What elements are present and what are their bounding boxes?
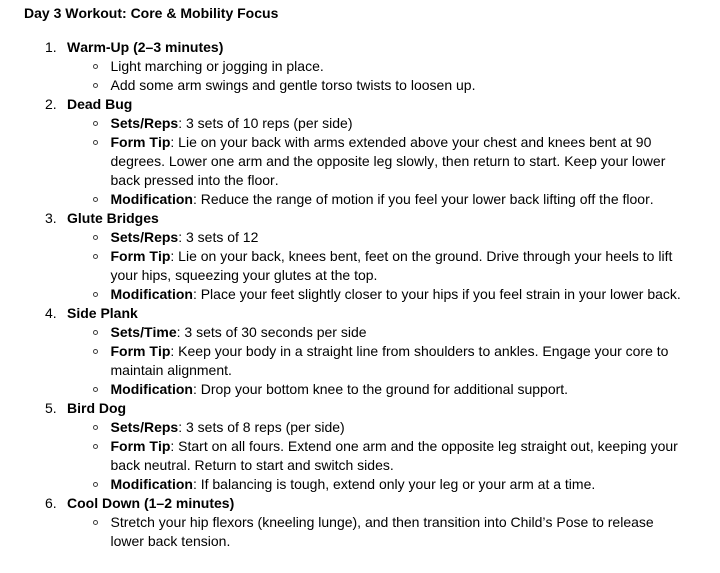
bullet-label: Sets/Reps xyxy=(110,229,179,245)
bullet-text xyxy=(111,190,684,209)
bullet-text xyxy=(111,418,684,437)
circle-bullet-icon xyxy=(93,140,98,145)
list-item xyxy=(0,247,720,285)
bullet-body: : Start on all fours. Extend one arm and the opposite leg straight out, keeping your back neutral. Return to start and switch sides. xyxy=(110,438,678,473)
bullet-body: : 3 sets of 8 reps (per side) xyxy=(178,419,345,435)
bullet-text xyxy=(111,133,684,190)
list-item xyxy=(0,437,720,475)
section-warm-up xyxy=(0,38,720,95)
bullet-text xyxy=(111,57,684,76)
list-number: 6. xyxy=(45,495,57,511)
bullet-body: : Drop your bottom knee to the ground for additional support. xyxy=(192,381,569,397)
list-number: 5. xyxy=(45,400,57,416)
section-title: Bird Dog xyxy=(67,400,127,416)
bullet-body: : If balancing is tough, extend only your leg or your arm at a time. xyxy=(192,476,596,492)
bullet-body: : Lie on your back with arms extended above your chest and knees bent at 90 degrees. Lower one arm and the opposite leg slowly, then return to start. Keep your lower back pressed into the floor. xyxy=(110,134,666,188)
bullet-body: Light marching or jogging in place. xyxy=(110,58,324,74)
bullet-text xyxy=(111,475,684,494)
section-heading-row xyxy=(0,304,720,323)
bullet-label: Modification xyxy=(110,286,193,302)
section-glute-bridges xyxy=(0,209,720,304)
section-heading-row xyxy=(0,399,720,418)
page-title: Day 3 Workout: Core & Mobility Focus xyxy=(24,5,279,21)
list-item xyxy=(0,285,720,304)
bullet-body: : Place your feet slightly closer to your hips if you feel strain in your lower back. xyxy=(192,286,681,302)
bullet-label: Form Tip xyxy=(110,343,171,359)
bullet-text xyxy=(111,380,684,399)
bullet-text xyxy=(111,247,684,285)
list-number: 1. xyxy=(45,39,57,55)
section-heading-row xyxy=(0,95,720,114)
bullet-text xyxy=(111,114,684,133)
list-item xyxy=(0,57,720,76)
section-dead-bug xyxy=(0,95,720,209)
bullet-label: Modification xyxy=(110,476,193,492)
list-number: 4. xyxy=(45,305,57,321)
list-item xyxy=(0,475,720,494)
section-side-plank xyxy=(0,304,720,399)
bullet-text xyxy=(111,437,684,475)
bullet-label: Sets/Reps xyxy=(110,419,179,435)
bullet-body: : Reduce the range of motion if you feel your lower back lifting off the floor. xyxy=(192,191,654,207)
bullet-body: : 3 sets of 30 seconds per side xyxy=(176,324,367,340)
section-title: Dead Bug xyxy=(67,96,133,112)
circle-bullet-icon xyxy=(93,197,98,202)
circle-bullet-icon xyxy=(93,292,98,297)
section-title: Side Plank xyxy=(67,305,138,321)
bullet-body: : Lie on your back, knees bent, feet on the ground. Drive through your heels to lift your hips, squeezing your glutes at the top. xyxy=(110,248,673,283)
list-item xyxy=(0,418,720,437)
section-heading-row xyxy=(0,38,720,57)
bullet-label: Modification xyxy=(110,381,193,397)
list-item xyxy=(0,114,720,133)
bullet-text xyxy=(111,285,684,304)
list-item xyxy=(0,380,720,399)
section-heading-row xyxy=(0,209,720,228)
section-title: Cool Down (1–2 minutes) xyxy=(67,495,235,511)
list-number: 3. xyxy=(45,210,57,226)
circle-bullet-icon xyxy=(93,349,98,354)
bullet-body: : 3 sets of 12 xyxy=(178,229,259,245)
bullet-text xyxy=(111,323,684,342)
list-item xyxy=(0,513,720,551)
bullet-label: Form Tip xyxy=(110,134,171,150)
section-cool-down xyxy=(0,494,720,551)
bullet-text xyxy=(111,228,684,247)
bullet-body: : Keep your body in a straight line from shoulders to ankles. Engage your core to maintain alignment. xyxy=(110,343,669,378)
list-item xyxy=(0,323,720,342)
bullet-body: : 3 sets of 10 reps (per side) xyxy=(178,115,353,131)
section-title: Warm-Up (2–3 minutes) xyxy=(67,39,224,55)
list-item xyxy=(0,342,720,380)
bullet-text xyxy=(111,76,684,95)
list-item xyxy=(0,190,720,209)
bullet-label: Form Tip xyxy=(110,248,171,264)
circle-bullet-icon xyxy=(93,83,98,88)
bullet-body: Add some arm swings and gentle torso twists to loosen up. xyxy=(110,77,476,93)
list-item xyxy=(0,228,720,247)
bullet-label: Modification xyxy=(110,191,193,207)
list-item xyxy=(0,133,720,190)
circle-bullet-icon xyxy=(93,425,98,430)
circle-bullet-icon xyxy=(93,387,98,392)
circle-bullet-icon xyxy=(93,482,98,487)
circle-bullet-icon xyxy=(93,444,98,449)
circle-bullet-icon xyxy=(93,121,98,126)
bullet-label: Sets/Time xyxy=(110,324,177,340)
list-item xyxy=(0,76,720,95)
section-heading-row xyxy=(0,494,720,513)
bullet-text xyxy=(111,342,684,380)
bullet-body: Stretch your hip flexors (kneeling lunge), and then transition into Child’s Pose to release lower back tension. xyxy=(110,514,654,549)
circle-bullet-icon xyxy=(93,254,98,259)
circle-bullet-icon xyxy=(93,330,98,335)
circle-bullet-icon xyxy=(93,64,98,69)
circle-bullet-icon xyxy=(93,235,98,240)
bullet-text xyxy=(111,513,684,551)
list-number: 2. xyxy=(45,96,57,112)
circle-bullet-icon xyxy=(93,520,98,525)
bullet-label: Form Tip xyxy=(110,438,171,454)
section-title: Glute Bridges xyxy=(67,210,159,226)
bullet-label: Sets/Reps xyxy=(110,115,179,131)
section-bird-dog xyxy=(0,399,720,494)
